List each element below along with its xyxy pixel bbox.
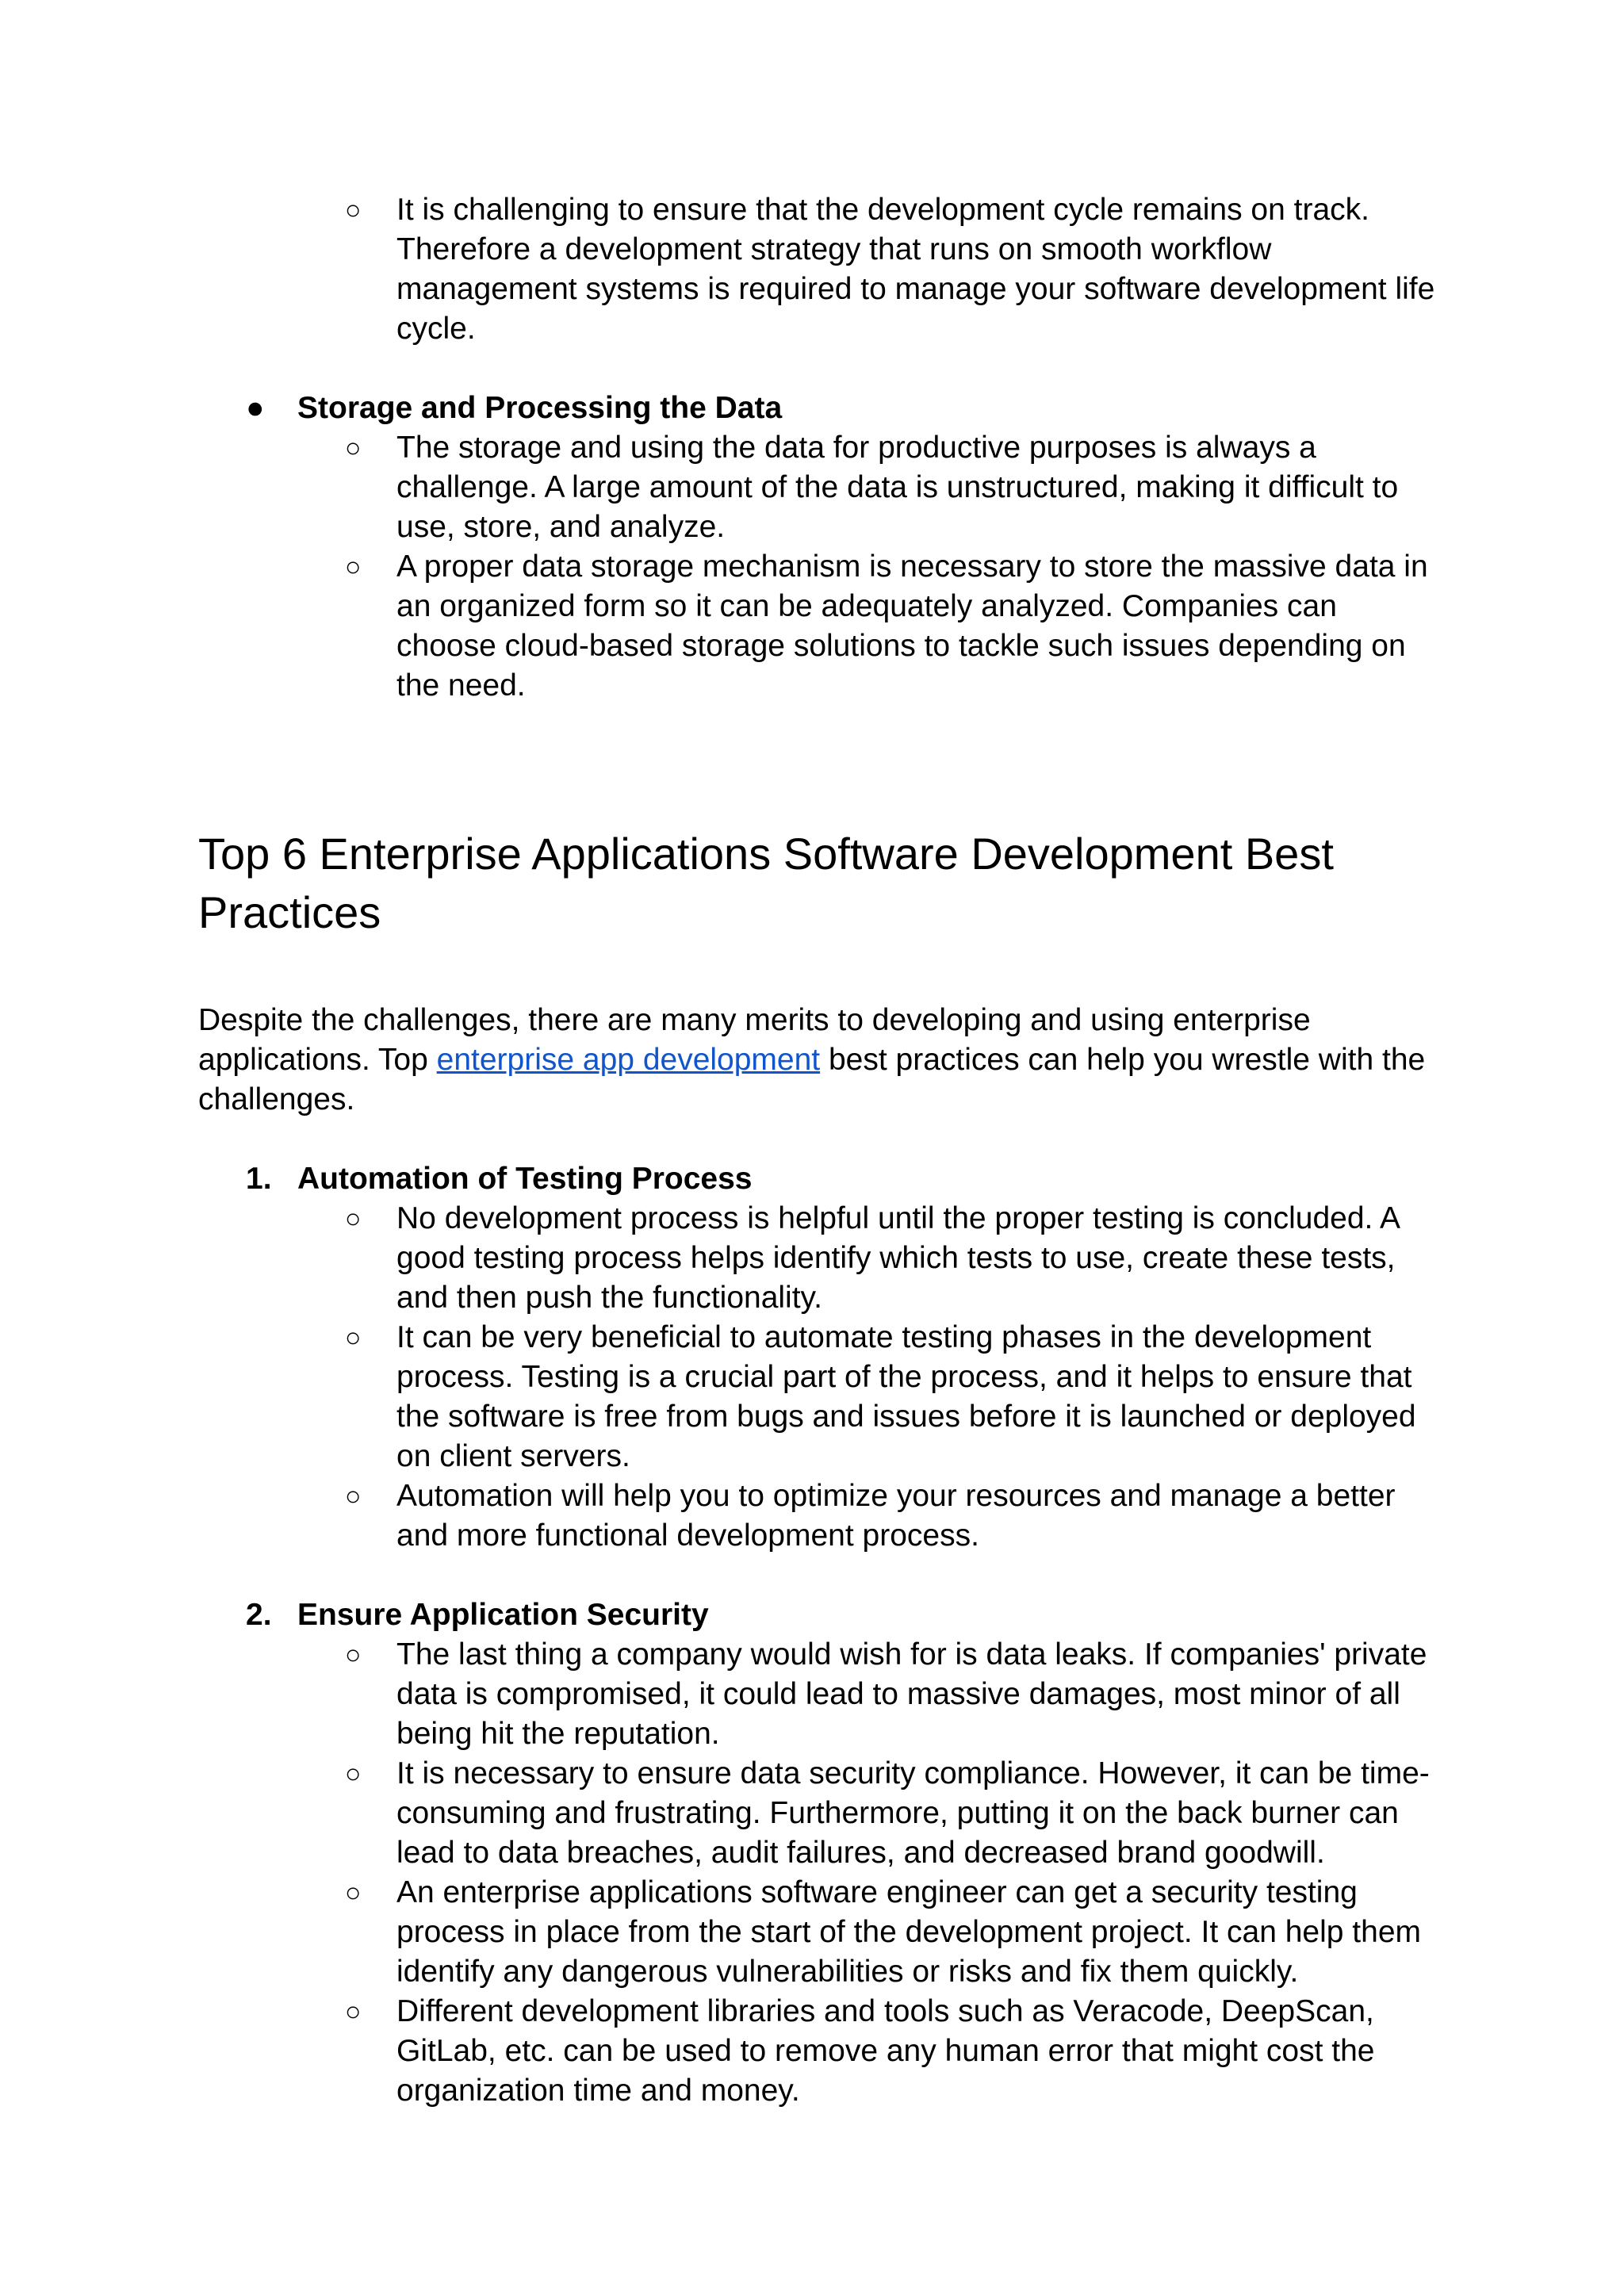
- disc-bullet-icon: ●: [246, 391, 265, 425]
- list-item-storage: [198, 389, 1435, 428]
- list-item-text: The storage and using the data for productive purposes is always a challenge. A large amount of the data is unstructured, making it difficult to use, store, and analyze.: [396, 431, 1399, 544]
- section-heading: Top 6 Enterprise Applications Software Development Best Practices: [198, 829, 1334, 937]
- circle-bullet-icon: ○: [345, 1204, 362, 1234]
- list-item: [198, 1635, 1435, 1754]
- circle-bullet-icon: ○: [345, 1640, 362, 1670]
- list-item-text: It is necessary to ensure data security compliance. However, it can be time-consuming and frustrating. Furthermore, putting it on the back burner can lead to data breaches, audit failures, and decreased brand goodwill.: [396, 1756, 1430, 1870]
- circle-bullet-icon: ○: [345, 1997, 362, 2027]
- list-item: [198, 547, 1435, 706]
- list-item-text: A proper data storage mechanism is necessary to store the massive data in an organized form so it can be adequately analyzed. Companies can choose cloud-based storage solutions to tackle such issues depending on the need.: [396, 550, 1428, 703]
- intro-paragraph: [198, 1001, 1435, 1120]
- practice-title: Automation of Testing Process: [297, 1162, 753, 1196]
- list-item-text: It can be very beneficial to automate testing phases in the development process. Testing is a crucial part of the process, and it helps to ensure that the software is free from bugs and issues before it is launched or deployed on client servers.: [396, 1320, 1416, 1473]
- list-item-text: Different development libraries and tools such as Veracode, DeepScan, GitLab, etc. can be used to remove any human error that might cost the organization time and money.: [396, 1994, 1375, 2108]
- practice-item-1: [198, 1159, 1435, 1199]
- intro-text-before: Despite the challenges, there are many merits to developing and using enterprise applications. Top: [198, 1003, 1311, 1077]
- list-item: [198, 1754, 1435, 1873]
- list-item-title: Storage and Processing the Data: [297, 391, 783, 425]
- enterprise-app-development-link[interactable]: enterprise app development: [436, 1043, 821, 1077]
- circle-bullet-icon: ○: [345, 1481, 362, 1511]
- list-item: [198, 190, 1435, 349]
- circle-bullet-icon: ○: [345, 552, 362, 582]
- list-item: [198, 1476, 1435, 1556]
- list-item-text: An enterprise applications software engineer can get a security testing process in place from the start of the development project. It can help them identify any dangerous vulnerabilities or risks and fix them quickly.: [396, 1875, 1422, 1989]
- list-item-text: It is challenging to ensure that the development cycle remains on track. Therefore a development strategy that runs on smooth workflow management systems is required to manage your software development life cycle.: [396, 193, 1435, 346]
- list-number: 2.: [246, 1598, 272, 1632]
- list-item-text: Automation will help you to optimize your resources and manage a better and more functional development process.: [396, 1479, 1396, 1553]
- document-content: [198, 190, 1435, 2111]
- practice-item-2: [198, 1595, 1435, 1635]
- circle-bullet-icon: ○: [345, 433, 362, 463]
- circle-bullet-icon: ○: [345, 1323, 362, 1353]
- intro-text-after: best practices can help you wrestle with the challenges.: [198, 1043, 1426, 1116]
- list-item: [198, 1199, 1435, 1318]
- practice-title: Ensure Application Security: [297, 1598, 709, 1632]
- list-item: [198, 1873, 1435, 1992]
- list-number: 1.: [246, 1162, 272, 1196]
- circle-bullet-icon: ○: [345, 1759, 362, 1789]
- circle-bullet-icon: ○: [345, 1878, 362, 1908]
- circle-bullet-icon: ○: [345, 195, 362, 225]
- list-item-text: The last thing a company would wish for is data leaks. If companies' private data is compromised, it could lead to massive damages, most minor of all being hit the reputation.: [396, 1637, 1427, 1751]
- list-item-text: No development process is helpful until the proper testing is concluded. A good testing process helps identify which tests to use, create these tests, and then push the functionality.: [396, 1201, 1399, 1315]
- list-item: [198, 1318, 1435, 1476]
- list-item: [198, 428, 1435, 547]
- list-item: [198, 1992, 1435, 2111]
